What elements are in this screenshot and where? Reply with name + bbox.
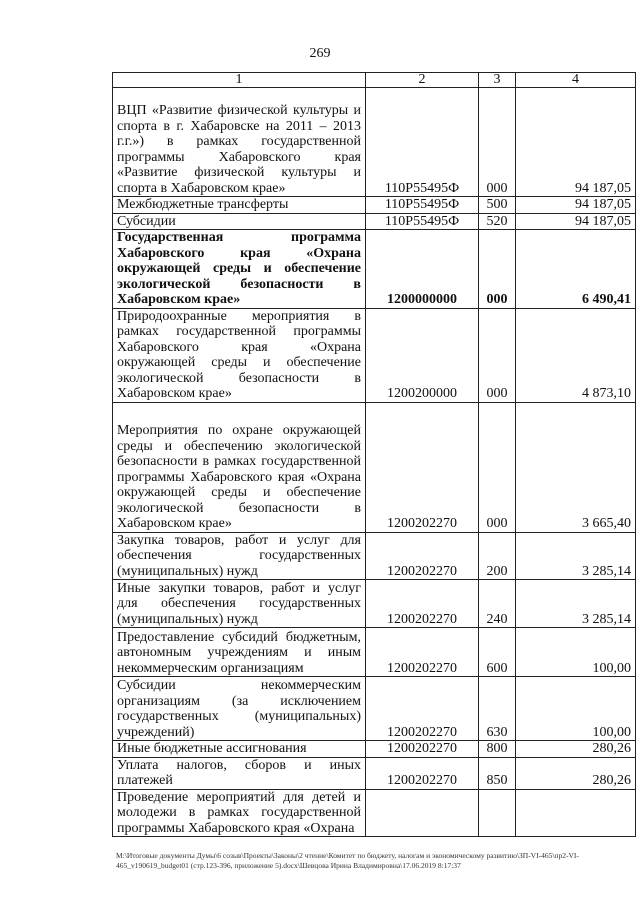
row-code: 1200202270 bbox=[366, 628, 479, 677]
header-col-1: 1 bbox=[113, 73, 366, 88]
table-row bbox=[113, 402, 636, 532]
table-row bbox=[113, 789, 636, 837]
row-amount bbox=[516, 789, 636, 837]
row-subcode: 000 bbox=[479, 230, 516, 309]
row-name: Проведение мероприятий для детей и молодежи в рамках государственной программы Хабаровского края «Охрана bbox=[113, 789, 366, 837]
table-row bbox=[113, 88, 636, 197]
row-name: Уплата налогов, сборов и иных платежей bbox=[113, 757, 366, 789]
table-header-row bbox=[113, 73, 636, 88]
document-footer-path: M:\Итоговые документы Думы\6 созыв\Проекты\Законы\2 чтение\Комитет по бюджету, налогам и экономическому развитию\ЗП-VI-465\пр2-VI-465_v190619_budget01 (стр.123-396, приложение 5).docx\Шевцова Ирина Владимировна\17.06.2019 8:17:37 bbox=[116, 851, 579, 870]
row-code bbox=[366, 789, 479, 837]
row-subcode: 000 bbox=[479, 308, 516, 402]
row-amount: 3 285,14 bbox=[516, 532, 636, 580]
row-subcode: 240 bbox=[479, 580, 516, 628]
row-code: 1200202270 bbox=[366, 757, 479, 789]
row-amount: 100,00 bbox=[516, 677, 636, 741]
row-amount: 94 187,05 bbox=[516, 197, 636, 214]
row-code: 1200202270 bbox=[366, 402, 479, 532]
row-name: Иные закупки товаров, работ и услуг для обеспечения государственных (муниципальных) нужд bbox=[113, 580, 366, 628]
table-row bbox=[113, 230, 636, 309]
row-code: 110P55495Ф bbox=[366, 197, 479, 214]
row-code: 1200200000 bbox=[366, 308, 479, 402]
row-name: Государственная программа Хабаровского края «Охрана окружающей среды и обеспечение экологической безопасности в Хабаровском крае» bbox=[113, 230, 366, 309]
row-name: Иные бюджетные ассигнования bbox=[113, 741, 366, 758]
row-subcode: 600 bbox=[479, 628, 516, 677]
table-row bbox=[113, 677, 636, 741]
row-code: 1200202270 bbox=[366, 580, 479, 628]
row-subcode: 520 bbox=[479, 213, 516, 230]
row-name: Закупка товаров, работ и услуг для обеспечения государственных (муниципальных) нужд bbox=[113, 532, 366, 580]
row-name: ВЦП «Развитие физической культуры и спорта в г. Хабаровске на 2011 – 2013 г.г.») в рамках государственной программы Хабаровского края «Развитие физической культуры и спорта в Хабаровском крае» bbox=[113, 88, 366, 197]
row-code: 110P55495Ф bbox=[366, 88, 479, 197]
table-row bbox=[113, 532, 636, 580]
budget-table bbox=[112, 72, 636, 837]
table-row bbox=[113, 628, 636, 677]
header-col-3: 3 bbox=[479, 73, 516, 88]
row-subcode bbox=[479, 789, 516, 837]
row-subcode: 800 bbox=[479, 741, 516, 758]
row-name: Субсидии bbox=[113, 213, 366, 230]
row-subcode: 000 bbox=[479, 402, 516, 532]
table-row bbox=[113, 308, 636, 402]
page-number: 269 bbox=[309, 46, 331, 61]
row-name: Мероприятия по охране окружающей среды и обеспечению экологической безопасности в рамках государственной программы Хабаровского края «Охрана окружающей среды и обеспечение экологической безопасности в Хабаровском крае» bbox=[113, 402, 366, 532]
row-amount: 94 187,05 bbox=[516, 213, 636, 230]
row-amount: 3 665,40 bbox=[516, 402, 636, 532]
row-amount: 100,00 bbox=[516, 628, 636, 677]
table-row bbox=[113, 757, 636, 789]
row-amount: 94 187,05 bbox=[516, 88, 636, 197]
table-row bbox=[113, 213, 636, 230]
row-name: Субсидии некоммерческим организациям (за исключением государственных (муниципальных) учреждений) bbox=[113, 677, 366, 741]
row-code: 1200202270 bbox=[366, 741, 479, 758]
row-subcode: 850 bbox=[479, 757, 516, 789]
row-amount: 4 873,10 bbox=[516, 308, 636, 402]
row-code: 1200000000 bbox=[366, 230, 479, 309]
table-row bbox=[113, 580, 636, 628]
table-row bbox=[113, 741, 636, 758]
row-subcode: 200 bbox=[479, 532, 516, 580]
row-name: Природоохранные мероприятия в рамках государственной программы Хабаровского края «Охрана окружающей среды и обеспечение экологической безопасности в Хабаровском крае» bbox=[113, 308, 366, 402]
row-name: Межбюджетные трансферты bbox=[113, 197, 366, 214]
table-row bbox=[113, 197, 636, 214]
row-code: 1200202270 bbox=[366, 677, 479, 741]
row-code: 1200202270 bbox=[366, 532, 479, 580]
row-amount: 3 285,14 bbox=[516, 580, 636, 628]
row-amount: 6 490,41 bbox=[516, 230, 636, 309]
row-subcode: 500 bbox=[479, 197, 516, 214]
row-code: 110P55495Ф bbox=[366, 213, 479, 230]
header-col-2: 2 bbox=[366, 73, 479, 88]
row-subcode: 630 bbox=[479, 677, 516, 741]
row-amount: 280,26 bbox=[516, 757, 636, 789]
header-col-4: 4 bbox=[516, 73, 636, 88]
row-amount: 280,26 bbox=[516, 741, 636, 758]
row-name: Предоставление субсидий бюджетным, автономным учреждениям и иным некоммерческим организациям bbox=[113, 628, 366, 677]
row-subcode: 000 bbox=[479, 88, 516, 197]
